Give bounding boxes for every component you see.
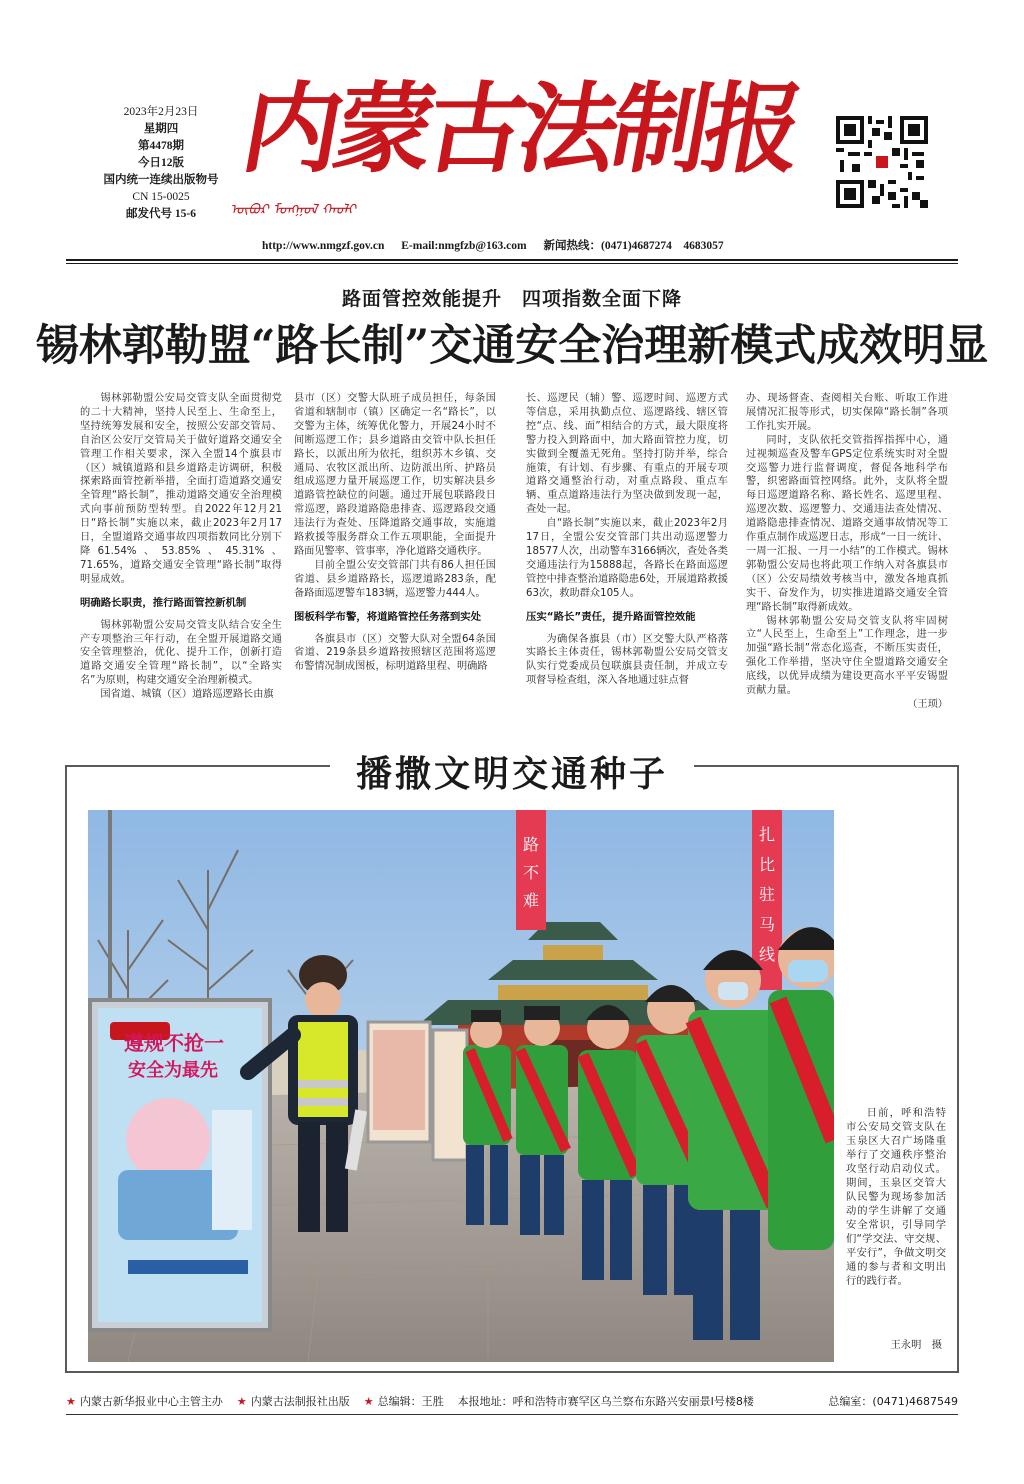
logo-text: 内蒙古法制报 bbox=[233, 72, 807, 187]
star-icon: ★ bbox=[363, 1395, 374, 1408]
star-icon: ★ bbox=[66, 1395, 76, 1408]
subheading: 明确路长职责，推行路面管控新机制 bbox=[80, 596, 247, 609]
svg-text:马: 马 bbox=[758, 915, 776, 934]
photo-story-title-wrap bbox=[0, 746, 1024, 797]
photo-story-title: 播撒文明交通种子 bbox=[330, 753, 694, 795]
footer-address: 本报地址：呼和浩特市赛罕区乌兰察布东路兴安丽景Ⅰ号楼8楼 bbox=[457, 1395, 754, 1408]
footer-publisher: 内蒙古法制报社出版 bbox=[250, 1395, 350, 1408]
masthead-rule bbox=[66, 259, 958, 261]
byline: （王顼） bbox=[907, 698, 948, 710]
footer-editor: 总编辑：王胜 bbox=[377, 1395, 444, 1408]
safety-poster bbox=[90, 1000, 270, 1330]
footer-office: 总编室：(0471)4687549 bbox=[828, 1395, 958, 1408]
svg-text:路: 路 bbox=[522, 835, 540, 854]
paragraph: 目前全盟公安交管部门共有86人担任国省道、县乡道路路长，巡逻道路283条，配备路面巡逻警车183辆，巡逻警力444人。 bbox=[294, 559, 496, 599]
svg-text:不: 不 bbox=[522, 863, 540, 882]
photo-scene bbox=[88, 810, 834, 1362]
email-link[interactable]: E-mail:nmgfzb@163.com bbox=[401, 240, 527, 252]
article-column-3 bbox=[526, 392, 728, 737]
article-column-1 bbox=[80, 392, 282, 737]
paragraph: 锡林郭勒盟公安局交管支队结合安全生产专项整治三年行动，在全盟开展道路交通安全管理整治，优化、提升工作，创新打造道路交通安全管理“路长制”，以“全路实名”为原则，构建交通安全治理新模式。 bbox=[80, 619, 282, 687]
hotline: 新闻热线：(0471)4687274 4683057 bbox=[543, 240, 724, 252]
masthead-rule-thin bbox=[66, 263, 958, 264]
photo-caption: 日前，呼和浩特市公安局交管支队在玉泉区大召广场隆重举行了交通秩序整治攻坚行动启动仪式。期间，玉泉区交管大队民警为现场参加活动的学生讲解了交通安全常识，引导同学们“学交法、守交规、平安行”，争做文明交通的参与者和文明出行的践行者。 bbox=[846, 1107, 946, 1287]
footer-publisher-item bbox=[237, 1393, 350, 1409]
subheading: 图板科学布警，将道路管控任务落到实处 bbox=[294, 610, 482, 623]
lead-kicker: 路面管控效能提升 四项指数全面下降 bbox=[341, 288, 682, 310]
footer-sponsor: 内蒙古新华报业中心主管主办 bbox=[79, 1395, 223, 1408]
issue-weekday: 星期四 bbox=[143, 123, 179, 135]
footer-editor-item bbox=[364, 1393, 444, 1409]
paragraph: 锡林郭勒盟公安局交管支队将牢固树立“人民至上，生命至上”工作理念，进一步加强“路长制”常态化巡查，不断压实责任，强化工作举措，坚决守住全盟道路交通安全底线，以优异成绩为建设更高水平平安锡盟贡献力量。 bbox=[746, 615, 948, 697]
paragraph: 各旗县市（区）交警大队对全盟64条国省道、219条县乡道路按照辖区范围将巡逻布警情况制成图板，标明道路里程、明确路 bbox=[294, 633, 496, 673]
article-column-4 bbox=[746, 392, 948, 737]
subheading: 压实“路长”责任，提升路面管控效能 bbox=[526, 610, 696, 623]
page-footer bbox=[66, 1392, 958, 1410]
footer-sponsor-item bbox=[66, 1393, 223, 1409]
svg-text:遵规不抢一: 遵规不抢一 bbox=[124, 1031, 224, 1055]
postal-code: 邮发代号 15-6 bbox=[126, 208, 196, 220]
paragraph: 国省道、城镇（区）道路巡逻路长由旗 bbox=[100, 689, 274, 701]
issue-date: 2023年2月23日 bbox=[123, 106, 199, 118]
paragraph: 办、现场督查、查阅相关台账、听取工作进展情况汇报等形式，切实保障“路长制”各项工作扎实开展。 bbox=[746, 393, 948, 432]
svg-text:安全为最先: 安全为最先 bbox=[128, 1060, 218, 1081]
article-column-2 bbox=[294, 392, 496, 737]
star-icon: ★ bbox=[236, 1395, 247, 1408]
footer-rule bbox=[66, 1414, 958, 1415]
paragraph: 同时，支队依托交管指挥指挥中心，通过视频巡查及警车GPS定位系统实时对全盟交巡警力进行监督调度，督促各地科学布警，织密路面管控网络。此外，支队将全盟每日巡逻道路名称、路长姓名、巡逻里程、巡逻次数、巡逻警力、交通违法查处情况、道路隐患排查情况、道路交通事故情况等工作重点制作成巡逻日志，形成“一日一统计、一周一汇报、一月一小结”的工作模式。锡林郭勒盟公安局也将此项工作纳入对各旗县市（区）公安局绩效考核当中，激发各地真抓实干、奋发作为，切实推进道路交通安全管理“路长制”取得新成效。 bbox=[746, 434, 948, 613]
paragraph: 县市（区）交警大队班子成员担任，每条国省道和辖制市（镇）区确定一名“路长”，以交警为主体，统筹优化警力，开展24小时不间断巡逻工作；县乡道路由交管中队长担任路长，以派出所为依托，组织苏木乡镇、交通局、农牧区派出所、边防派出所、护路员组成巡逻力量开展巡逻工作，切实解决县乡道路管控缺位的问题。通过开展包联路段日常巡逻，路段道路隐患排查、巡逻路段交通违法行为查处、压降道路交通事故，实施道路救援等服务群众工作五项职能，全面提升路面见警率、管事率，净化道路交通秩序。 bbox=[294, 393, 496, 557]
svg-text:比: 比 bbox=[758, 855, 776, 874]
lead-headline: 锡林郭勒盟“路长制”交通安全治理新模式成效明显 bbox=[35, 321, 989, 371]
issue-meta bbox=[96, 104, 226, 223]
issue-pages: 今日12版 bbox=[138, 157, 184, 169]
newspaper-logo bbox=[233, 70, 807, 210]
paragraph: 为确保各旗县（市）区交警大队严格落实路长主体责任，锡林郭勒盟公安局交管支队实行党委成员包联旗县责任制，并成立专项督导检查组，深入各地通过驻点督 bbox=[526, 633, 728, 687]
svg-text:驻: 驻 bbox=[758, 885, 776, 904]
photo-credit: 王永明 摄 bbox=[890, 1339, 942, 1351]
issue-number: 第4478期 bbox=[138, 140, 184, 152]
svg-text:线: 线 bbox=[758, 945, 776, 964]
cn-number: CN 15-0025 bbox=[132, 191, 190, 203]
svg-text:扎: 扎 bbox=[758, 825, 776, 844]
paragraph: 锡林郭勒盟公安局交管支队全面贯彻党的二十大精神，坚持人民至上、生命至上，坚持统筹发展和安全，按照公安部交管局、自治区公安厅交管局关于做好道路交通安全管理工作相关要求，深入全盟14个旗县市（区）城镇道路和县乡道路走访调研，积极探索路面管控新举措，全面打造道路交通安全管理“路长制”，推动道路交通安全治理模式向事前预防型转型。自2022年12月21日“路长制”实施以来，截止2023年2月17日，全盟道路交通事故四项指数同比分别下降61.54%、53.85%、45.31%、71.65%，道路交通安全管理“路长制”取得明显成效。 bbox=[80, 393, 282, 585]
mongolian-title: ᠦᠪᠦᠷ ᠮᠣᠩᠭᠣᠯ ᠬᠠᠤᠯᠢ bbox=[230, 202, 356, 218]
paragraph: 自“路长制”实施以来，截止2023年2月17日，全盟公安交管部门共出动巡逻警力18577人次，出动警车3166辆次，查处各类交通违法行为15888起，各路长在路面巡逻管控中排查整治道路隐患6处，开展道路救援63次，救助群众105人。 bbox=[526, 518, 728, 599]
paragraph: 长、巡逻民（辅）警、巡逻时间、巡逻方式等信息，采用执勤点位、巡逻路线、辖区管控“点、线、面”相结合的方式，最大限度将警力投入到路面中，加大路面管控力度，切实做到全覆盖无死角。坚持打防并举，综合施策，有计划、有步骤、有重点的开展专项道路交通整治行动，对重点路段、重点车辆、重点道路违法行为坚决做到发现一起，查处一起。 bbox=[526, 393, 728, 516]
qr-code-icon[interactable] bbox=[836, 116, 928, 208]
serial-label: 国内统一连续出版物号 bbox=[103, 174, 219, 186]
lead-article bbox=[80, 392, 960, 737]
svg-text:难: 难 bbox=[522, 891, 540, 910]
contact-line bbox=[262, 237, 738, 253]
website-link[interactable]: http://www.nmgzf.gov.cn bbox=[262, 240, 385, 252]
news-photo[interactable] bbox=[88, 810, 834, 1362]
